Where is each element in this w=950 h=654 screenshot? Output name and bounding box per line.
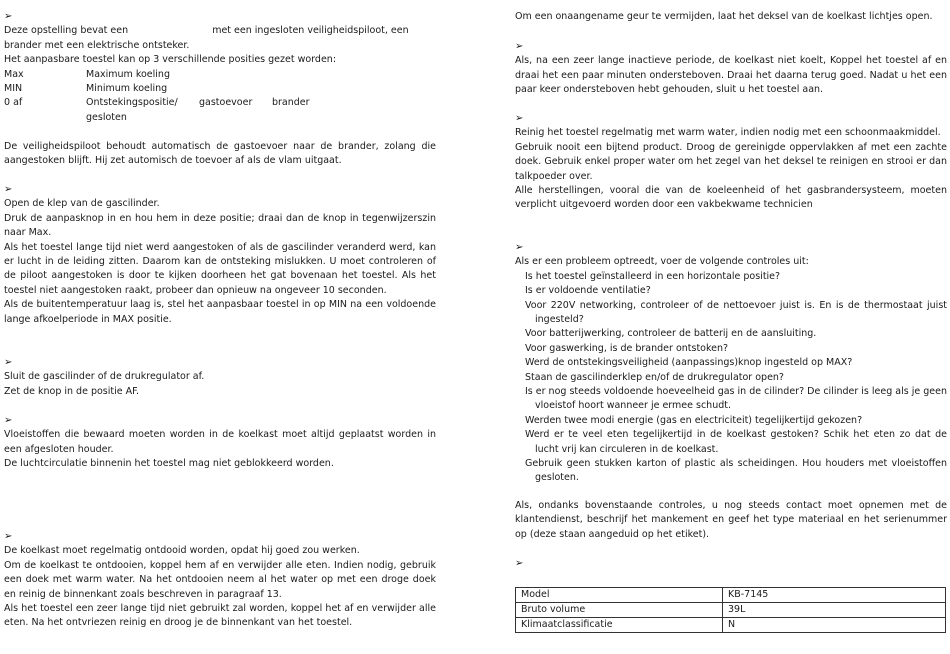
setting-key: 0 af [4, 97, 23, 109]
ignition-p1: Open de klep van de gascilinder. [4, 198, 160, 210]
check-item: Is er nog steeds voldoende hoeveelheid gas in de cilinder? De cilinder is leeg als je geen vloeistof hoort wanneer je ermee schudt. [525, 386, 947, 412]
spec-value: 39L [723, 603, 946, 618]
spec-label: Model [516, 588, 723, 603]
section-cleaning [515, 112, 947, 213]
section-shutdown [4, 356, 436, 399]
spec-value: KB-7145 [723, 588, 946, 603]
specs-bullet [515, 557, 947, 571]
setting-key: Max [4, 68, 24, 80]
check-item: Werden twee modi energie (gas en electriciteit) tegelijkertijd gekozen? [525, 414, 863, 426]
section-defrost [4, 530, 436, 631]
bullet-icon: ➢ [515, 41, 524, 52]
check-item: Is het toestel geïnstalleerd in een horizontale positie? [525, 270, 781, 282]
bullet-icon: ➢ [4, 415, 13, 426]
setting-row-off-cont [4, 111, 436, 125]
section-ignition [4, 183, 436, 327]
section-inactivity [515, 40, 947, 98]
table-row [516, 588, 946, 603]
setting-row-max [4, 68, 436, 82]
section-troubleshooting [515, 241, 947, 486]
setting-desc: Minimum koeling [86, 83, 168, 94]
table-row [516, 603, 946, 618]
bullet-icon: ➢ [515, 242, 524, 253]
check-item: Is er voldoende ventilatie? [525, 285, 651, 297]
bullet-icon: ➢ [515, 558, 524, 569]
ignition-p3: Als het toestel lange tijd niet werd aangestoken of als de gascilinder veranderd werd, kan er lucht in de leiding zitten. Daarom kan de ontsteking mislukken. U moet controleren of de piloot aangestoken is door te kijken doorheen het gat bovenaan het toestel. Als het toestel niet aangestoken raakt, probeer dan opnieuw na ongeveer 10 seconden. [4, 241, 436, 296]
setting-row-min [4, 82, 436, 96]
cleaning-p2: Gebruik nooit een bijtend product. Droog de gereinigde oppervlakken af met een zachte doek. Gebruik enkel proper water om het zegel van het deksel te reinigen en strooi er dan talkpoeder over. [515, 141, 947, 182]
setting-desc: brander [272, 97, 310, 109]
check-item: Voor batterijwerking, controleer de batterij en de aansluiting. [525, 328, 817, 340]
check-item: Werd er te veel eten tegelijkertijd in de koelkast gestoken? Schik het eten zo dat de lucht vrij kan circuleren in de koelkast. [525, 429, 947, 455]
check-item: Werd de ontstekingsveiligheid (aanpassings)knop ingesteld op MAX? [525, 357, 853, 369]
pilot-paragraph: De veiligheidspiloot behoudt automatisch de gastoevoer naar de brander, zolang die aangestoken blijft. Hij zet automisch de toevoer af als de vlam uitgaat. [4, 140, 436, 166]
intro-line-2: brander met een elektrische ontsteker. [4, 39, 190, 51]
cleaning-p1: Reinig het toestel regelmatig met warm water, indien nodig met een schoonmaakmiddel. [515, 127, 941, 139]
inactivity-text: Als, na een zeer lange inactieve periode, de koelkast niet koelt, Koppel het toestel af en draai het een paar minuten ondersteboven. Draai het daarna terug goed. Nadat u het een paar keer ondersteboven hebt gehouden, sluit u het toestel aan. [515, 55, 947, 96]
checks-intro: Als er een probleem optreedt, voer de volgende controles uit: [515, 256, 809, 268]
bullet-icon: ➢ [4, 357, 13, 368]
bullet-icon: ➢ [515, 113, 524, 124]
table-row [516, 618, 946, 633]
storage-p2: De luchtcirculatie binnenin het toestel mag niet geblokkeerd worden. [4, 458, 334, 470]
section-gas-system [4, 10, 436, 168]
setting-desc: gesloten [86, 111, 127, 123]
check-item: Gebruik geen stukken karton of plastic als scheidingen. Hou houders met vloeistoffen gesloten. [525, 458, 947, 484]
service-paragraph: Als, ondanks bovenstaande controles, u nog steeds contact moet opnemen met de klantendienst, beschrijf het mankement en geef het type materiaal en het serienummer op (deze staan aangeduid op het etiket). [515, 500, 947, 540]
bullet-icon: ➢ [4, 11, 13, 22]
storage-p1: Vloeistoffen die bewaard moeten worden in de koelkast moet altijd geplaatst worden in een afgesloten houder. [4, 429, 436, 455]
shutdown-p1: Sluit de gascilinder of de drukregulator af. [4, 371, 205, 383]
check-item: Staan de gascilinderklep en/of de drukregulator open? [525, 371, 784, 383]
check-item: Voor gaswerking, is de brander ontstoken? [525, 342, 729, 354]
positions-intro: Het aanpasbare toestel kan op 3 verschillende posities gezet worden: [4, 54, 337, 66]
bullet-icon: ➢ [4, 184, 13, 195]
setting-desc: Maximum koeling [86, 68, 170, 80]
spec-value: N [723, 618, 946, 633]
setting-desc: Ontstekingspositie/ [86, 97, 178, 109]
setting-row-off [4, 96, 436, 110]
check-item: Voor 220V networking, controleer of de nettoevoer juist is. En is de thermostaat juist ingesteld? [525, 299, 947, 326]
ignition-p4: Als de buitentemperatuur laag is, stel het aanpasbaar toestel in op MIN na een voldoende lange afkoelperiode in MAX positie. [4, 299, 436, 325]
section-storage [4, 414, 436, 472]
cleaning-p3: Alle herstellingen, vooral die van de koeleenheid of het gasbrandersysteem, moeten verplicht uitgevoerd worden door een vakbekwame technicien [515, 185, 947, 211]
spec-label: Bruto volume [516, 603, 723, 618]
ignition-p2: Druk de aanpasknop in en hou hem in deze positie; draai dan de knop in tegenwijzerszin naar Max. [4, 212, 436, 239]
spec-label: Klimaatclassificatie [516, 618, 723, 633]
defrost-p3: Als het toestel een zeer lange tijd niet gebruikt zal worden, koppel het af en verwijder alle eten. Na het ontvriezen reinig en droog je de binnenkant van het toestel. [4, 603, 436, 629]
spec-table [515, 587, 946, 633]
bullet-icon: ➢ [4, 531, 13, 542]
intro-text-a: Deze opstelling bevat een [4, 25, 129, 37]
shutdown-p2: Zet de knop in de positie AF. [4, 385, 140, 397]
defrost-p2: Om de koelkast te ontdooien, koppel hem af en verwijder alle eten. Indien nodig, gebruik een doek met warm water. Na het ontdooien neem al het water op met een droge doek en reinig de binnenkant zoals beschreven in paragraaf 13. [4, 559, 436, 600]
intro-text-b: met een ingesloten veiligheidspiloot, een [212, 25, 409, 37]
odor-note: Om een onaangename geur te vermijden, laat het deksel van de koelkast lichtjes open. [515, 11, 933, 22]
setting-key: MIN [4, 83, 23, 94]
defrost-p1: De koelkast moet regelmatig ontdooid worden, opdat hij goed zou werken. [4, 545, 360, 557]
intro-line [4, 24, 436, 38]
setting-desc: gastoevoer [199, 97, 253, 109]
